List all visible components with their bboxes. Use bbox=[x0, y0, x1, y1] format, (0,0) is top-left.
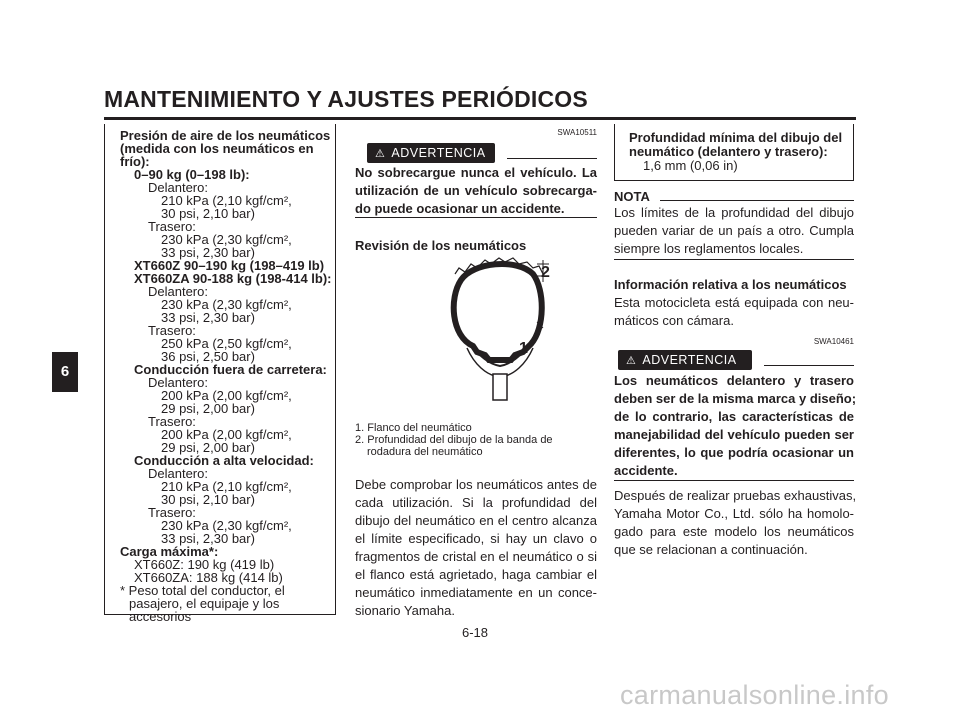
badge-rule bbox=[764, 365, 854, 366]
body-line: fragmentos de cristal en el neumático o si bbox=[355, 549, 597, 564]
nota-line: pueden variar de un país a otro. Cumpla bbox=[614, 223, 854, 238]
spec-line: Delantero: bbox=[148, 375, 208, 390]
body-line: sionario Yamaha. bbox=[355, 603, 455, 618]
badge-rule bbox=[507, 158, 597, 159]
warning-text-line: de lo contrario, las características de bbox=[614, 409, 854, 424]
spec-line: Presión de aire de los neumáticos bbox=[120, 128, 331, 143]
spec-line: 210 kPa (2,10 kgf/cm², bbox=[161, 479, 292, 494]
body-line: Yamaha Motor Co., Ltd. sólo ha homolo- bbox=[614, 506, 854, 521]
callout-2: 2 bbox=[541, 264, 550, 281]
warning-triangle-icon: ⚠ bbox=[626, 355, 637, 367]
caption-line: 1. Flanco del neumático bbox=[355, 422, 472, 434]
page-number: 6-18 bbox=[462, 625, 489, 640]
warning-text-line: deben ser de la misma marca y diseño; bbox=[614, 391, 857, 406]
body-line: el límite especificado, si hay un clavo o bbox=[355, 531, 597, 546]
tire-section-diagram bbox=[445, 256, 555, 406]
tread-depth-line: Profundidad mínima del dibujo del bbox=[629, 130, 843, 145]
spec-line: Trasero: bbox=[148, 414, 196, 429]
spec-line: XT660ZA: 188 kg (414 lb) bbox=[134, 570, 283, 585]
spec-line: 36 psi, 2,50 bar) bbox=[161, 349, 255, 364]
warning-text-line: diferentes, lo que podría ocasionar un bbox=[614, 445, 854, 460]
spec-line: 0–90 kg (0–198 lb): bbox=[134, 167, 250, 182]
section-heading: Revisión de los neumáticos bbox=[355, 238, 527, 253]
warning-text-line: utilización de un vehículo sobrecarga- bbox=[355, 183, 597, 198]
tread-depth-line: neumático (delantero y trasero): bbox=[629, 144, 828, 159]
warning-code: SWA10461 bbox=[813, 337, 854, 346]
body-line: gado para este modelo los neumáticos bbox=[614, 524, 854, 539]
body-line: Después de realizar pruebas exhaustivas, bbox=[614, 488, 857, 503]
tire-pressure-spec-box bbox=[104, 124, 336, 624]
warning-triangle-icon: ⚠ bbox=[375, 148, 386, 160]
spec-line: 230 kPa (2,30 kgf/cm², bbox=[161, 232, 292, 247]
spec-line: Trasero: bbox=[148, 323, 196, 338]
body-line: cada utilización. Si la profundidad del bbox=[355, 495, 597, 510]
spec-line: Carga máxima*: bbox=[120, 544, 219, 559]
warning-text-line: No sobrecargue nunca el vehículo. La bbox=[355, 165, 597, 180]
spec-line: pasajero, el equipaje y los bbox=[129, 596, 280, 611]
spec-line: Delantero: bbox=[148, 180, 208, 195]
info-line: Esta motocicleta está equipada con neu- bbox=[614, 295, 854, 310]
middle-column bbox=[355, 124, 597, 618]
spec-line: 230 kPa (2,30 kgf/cm², bbox=[161, 518, 292, 533]
warning-code: SWA10511 bbox=[557, 128, 597, 137]
chapter-tab: 6 bbox=[52, 352, 78, 392]
nota-rule bbox=[660, 200, 854, 201]
warning-end-rule bbox=[614, 480, 854, 481]
spec-line: accesorios bbox=[129, 609, 192, 624]
nota-line: siempre los reglamentos locales. bbox=[614, 241, 804, 256]
watermark: carmanualsonline.info bbox=[620, 680, 889, 710]
spec-line: * Peso total del conductor, el bbox=[120, 583, 285, 598]
spec-line: Conducción fuera de carretera: bbox=[134, 362, 327, 377]
spec-line: 29 psi, 2,00 bar) bbox=[161, 401, 255, 416]
title-divider bbox=[104, 117, 856, 120]
caption-line: rodadura del neumático bbox=[367, 446, 483, 458]
spec-line: Conducción a alta velocidad: bbox=[134, 453, 314, 468]
nota-line: Los límites de la profundidad del dibujo bbox=[614, 205, 854, 220]
warning-text-line: manejabilidad del vehículo pueden ser bbox=[614, 427, 854, 442]
spec-line: 29 psi, 2,00 bar) bbox=[161, 440, 255, 455]
warning-text-line: Los neumáticos delantero y trasero bbox=[614, 373, 854, 388]
spec-line: 230 kPa (2,30 kgf/cm², bbox=[161, 297, 292, 312]
spec-line: 30 psi, 2,10 bar) bbox=[161, 492, 255, 507]
nota-end-rule bbox=[614, 259, 854, 260]
warning-text-line: accidente. bbox=[614, 463, 678, 478]
info-heading: Información relativa a los neumáticos bbox=[614, 277, 847, 292]
callout-1: 1 bbox=[519, 340, 528, 357]
spec-line: Trasero: bbox=[148, 505, 196, 520]
spec-line: 33 psi, 2,30 bar) bbox=[161, 310, 255, 325]
spec-line: (medida con los neumáticos en bbox=[120, 141, 314, 156]
spec-line: Trasero: bbox=[148, 219, 196, 234]
spec-line: 30 psi, 2,10 bar) bbox=[161, 206, 255, 221]
body-line: Debe comprobar los neumáticos antes de bbox=[355, 477, 597, 492]
warning-end-rule bbox=[355, 217, 597, 218]
spec-line: 200 kPa (2,00 kgf/cm², bbox=[161, 388, 292, 403]
right-column bbox=[614, 124, 857, 557]
tread-depth-line: 1,6 mm (0,06 in) bbox=[643, 158, 738, 173]
spec-line: Delantero: bbox=[148, 466, 208, 481]
spec-line: XT660Z 90–190 kg (198–419 lb) bbox=[134, 258, 325, 273]
warning-badge: ⚠ ADVERTENCIA bbox=[367, 143, 495, 163]
spec-line: 210 kPa (2,10 kgf/cm², bbox=[161, 193, 292, 208]
spec-line: 200 kPa (2,00 kgf/cm², bbox=[161, 427, 292, 442]
body-line: dibujo del neumático en el centro alcanza bbox=[355, 513, 597, 528]
body-line: el flanco está agrietado, haga cambiar el bbox=[355, 567, 597, 582]
tread-depth-box bbox=[614, 124, 854, 181]
spec-line: 250 kPa (2,50 kgf/cm², bbox=[161, 336, 292, 351]
caption-line: 2. Profundidad del dibujo de la banda de bbox=[355, 434, 553, 446]
page-title: MANTENIMIENTO Y AJUSTES PERIÓDICOS bbox=[104, 86, 588, 112]
spec-line: 33 psi, 2,30 bar) bbox=[161, 531, 255, 546]
spec-line: Delantero: bbox=[148, 284, 208, 299]
info-line: máticos con cámara. bbox=[614, 313, 734, 328]
spec-line: XT660ZA 90-188 kg (198-414 lb): bbox=[134, 271, 332, 286]
spec-line: 33 psi, 2,30 bar) bbox=[161, 245, 255, 260]
spec-line: XT660Z: 190 kg (419 lb) bbox=[134, 557, 275, 572]
warning-text-line: do puede ocasionar un accidente. bbox=[355, 201, 565, 216]
body-line: que se relacionan a continuación. bbox=[614, 542, 808, 557]
nota-label: NOTA bbox=[614, 189, 650, 204]
spec-line: frío): bbox=[120, 154, 150, 169]
warning-badge: ⚠ ADVERTENCIA bbox=[618, 350, 752, 370]
body-line: neumático inmediatamente en un conce- bbox=[355, 585, 597, 600]
